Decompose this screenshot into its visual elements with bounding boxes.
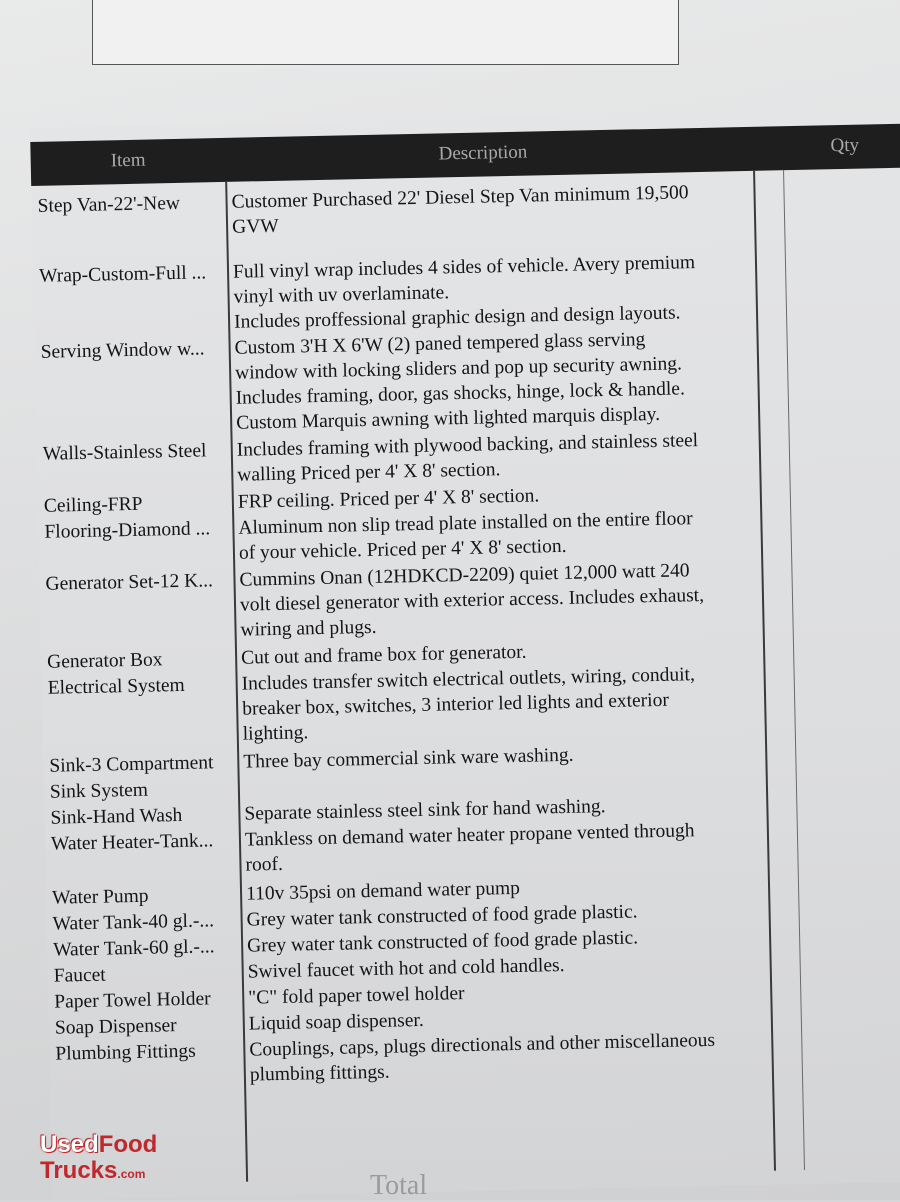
- top-form-box: [92, 0, 679, 65]
- item-name: Sink System: [49, 779, 149, 803]
- item-description: Liquid soap dispenser.: [248, 1009, 424, 1035]
- item-name: Plumbing Fittings: [55, 1040, 196, 1065]
- item-description: Grey water tank constructed of food grade plastic.: [246, 901, 638, 931]
- header-description: Description: [438, 141, 528, 165]
- item-description: Three bay commercial sink ware washing.: [243, 744, 574, 773]
- item-name: Paper Towel Holder: [54, 988, 211, 1013]
- watermark-logo: [40, 1132, 157, 1187]
- logo-food: Food: [98, 1131, 158, 1158]
- item-name: Water Tank-40 gl.-...: [52, 910, 215, 935]
- item-description: Aluminum non slip tread plate installed on the entire floor of your vehicle. Priced per 4' X 8' section.: [238, 508, 693, 564]
- item-name: Soap Dispenser: [54, 1015, 177, 1039]
- item-description: 110v 35psi on demand water pump: [245, 877, 521, 905]
- item-description: Cummins Onan (12HDKCD-2209) quiet 12,000 watt 240 volt diesel generator with exterior access. Includes exhaust, wiring and plugs.: [239, 560, 705, 641]
- header-item: Item: [110, 149, 146, 172]
- item-description: Full vinyl wrap includes 4 sides of vehicle. Avery premium vinyl with uv overlaminate. Includes proffessional graphic design and design layouts.: [232, 252, 696, 333]
- logo-used: Used: [40, 1131, 99, 1158]
- table-header: [30, 124, 900, 186]
- item-description: Customer Purchased 22' Diesel Step Van minimum 19,500 GVW: [231, 182, 689, 238]
- total-label: Total: [370, 1170, 428, 1201]
- item-description: Couplings, caps, plugs directionals and other miscellaneous plumbing fittings.: [249, 1029, 716, 1086]
- logo-suffix: .com: [117, 1167, 146, 1181]
- item-name: Ceiling-FRP: [43, 493, 143, 517]
- item-name: Electrical System: [47, 674, 185, 699]
- item-name: Walls-Stainless Steel: [42, 440, 207, 465]
- item-name: Water Pump: [51, 885, 149, 909]
- quote-sheet: [30, 109, 900, 1200]
- item-name: Serving Window w...: [40, 338, 205, 363]
- column-divider: [783, 170, 805, 1170]
- logo-trucks: Trucks: [40, 1157, 118, 1184]
- item-description: Includes framing with plywood backing, and stainless steel walling Priced per 4' X 8' section.: [236, 430, 699, 486]
- item-name: Flooring-Diamond ...: [44, 518, 211, 543]
- item-name: Sink-Hand Wash: [50, 804, 183, 829]
- item-description: Swivel faucet with hot and cold handles.: [247, 954, 565, 983]
- item-description: Cut out and frame box for generator.: [240, 641, 527, 669]
- item-description: Grey water tank constructed of food grade plastic.: [246, 927, 639, 957]
- table-row: [33, 246, 900, 333]
- item-description: "C" fold paper towel holder: [248, 983, 465, 1009]
- item-description: Includes transfer switch electrical outlets, wiring, conduit, breaker box, switches, 3 interior led lights and exterior lighting.: [241, 664, 696, 745]
- item-name: Sink-3 Compartment: [49, 752, 214, 777]
- item-name: Water Tank-60 gl.-...: [53, 936, 215, 961]
- item-name: Faucet: [53, 964, 106, 987]
- item-description: FRP ceiling. Priced per 4' X 8' section.: [237, 485, 540, 513]
- item-description: Separate stainless steel sink for hand washing.: [244, 796, 606, 825]
- item-name: Generator Box: [46, 649, 163, 673]
- header-qty: Qty: [830, 134, 860, 157]
- item-name: Wrap-Custom-Full ...: [38, 262, 207, 287]
- item-name: Generator Set-12 K...: [45, 570, 214, 595]
- item-description: Custom 3'H X 6'W (2) paned tempered glass serving window with locking sliders and pop up security awning. Includes framing, door, gas shocks, hinge, lock & handle. Custom Marquis awning with lighted marquis display.: [234, 329, 686, 434]
- item-description: Tankless on demand water heater propane vented through roof.: [244, 820, 695, 876]
- item-name: Water Heater-Tank...: [50, 830, 214, 855]
- item-name: Step Van-22'-New: [37, 192, 181, 217]
